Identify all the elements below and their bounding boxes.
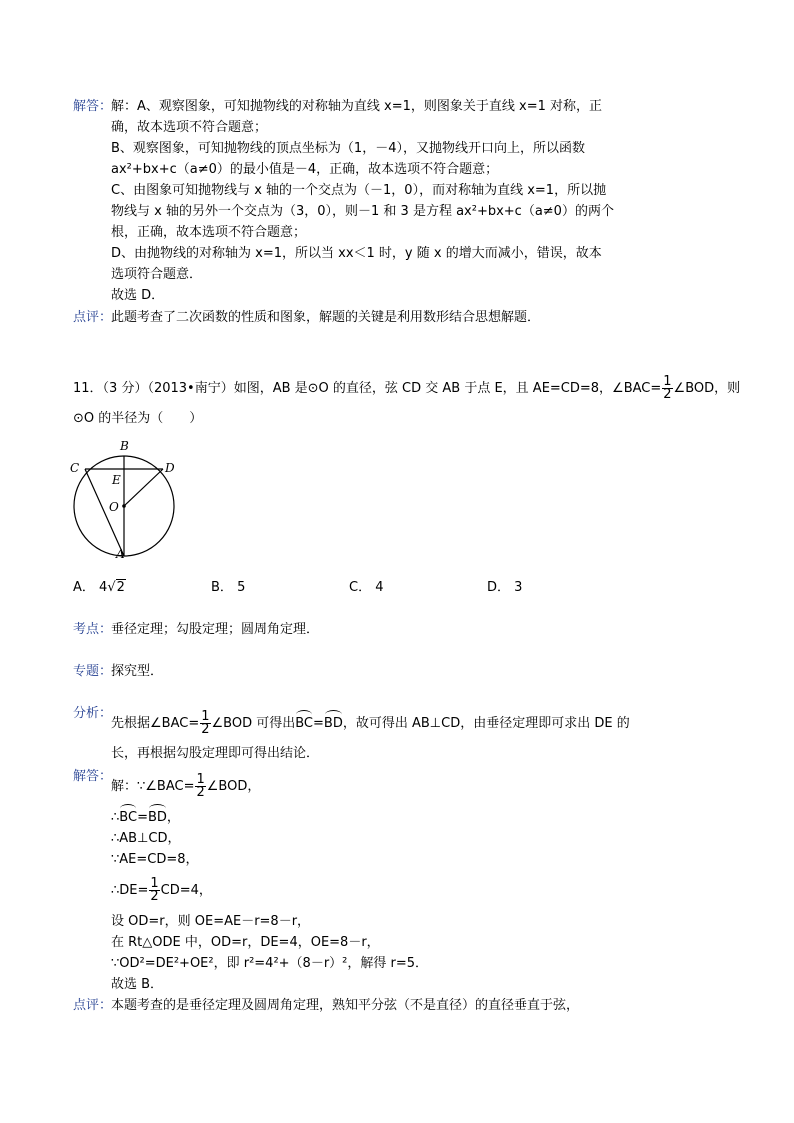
zhuanti-text: 探究型． [111,664,164,679]
option-c[interactable]: C． 4 [349,580,384,595]
prev-solution-label: 解答： [73,99,113,114]
arc-bd: BD [147,810,167,825]
prev-solution-line: ax²+bx+c（a≠0）的最小值是－4，正确，故本选项不符合题意； [111,162,499,177]
solution-line: ∴DE= $\frac{1}{2}$ CD=4， [111,876,212,904]
prev-solution-line: 选项符合题意． [111,267,203,282]
prev-solution-line: B、观察图象，可知抛物线的顶点坐标为（1，－4），又抛物线开口向上，所以函数 [111,141,585,156]
label-c: C [70,461,80,475]
prev-solution-line: 物线与 x 轴的另外一个交点为（3，0），则－1 和 3 是方程 ax²+bx+c（a≠0）的两个 [111,204,614,219]
arc-bc: BC [295,716,314,731]
zhuanti-label: 专题： [73,664,113,679]
prev-comment-text: 此题考查了二次函数的性质和图象，解题的关键是利用数形结合思想解题． [111,310,541,325]
prev-solution-line: 根，正确，故本选项不符合题意； [111,225,307,240]
fenxi-label: 分析： [73,706,113,721]
label-o: O [109,500,119,514]
solution-line: 解：∵∠BAC= $\frac{1}{2}$ ∠BOD， [111,772,261,800]
label-b: B [120,439,129,453]
prev-solution-line: C、由图象可知抛物线与 x 轴的一个交点为（－1，0），而对称轴为直线 x=1，所以抛 [111,183,607,198]
fraction: $\frac{1}{2}$ [201,709,210,737]
center-point [122,504,126,508]
kaodian-text: 垂径定理；勾股定理；圆周角定理． [111,622,320,637]
comment-text: 本题考查的是垂径定理及圆周角定理，熟知平分弦（不是直径）的直径垂直于弦， [111,998,580,1013]
solution-line: 设 OD=r，则 OE=AE－r=8－r， [111,914,311,929]
prev-solution-line: 解：A、观察图象，可知抛物线的对称轴为直线 x=1，则图象关于直线 x=1 对称，正 [111,99,603,114]
fenxi-line1: 先根据∠BAC= $\frac{1}{2}$ ∠BOD 可得出BC=BD，故可得出 AB⊥CD，由垂径定理即可求出 DE 的 [111,709,630,737]
label-d: D [165,461,175,475]
solution-line: ∴BC=BD， [111,810,180,825]
radius-od [124,469,163,506]
solution-label: 解答： [73,769,113,784]
label-e: E [112,473,121,487]
solution-line: 故选 B． [111,977,164,992]
prev-comment-label: 点评： [73,310,113,325]
solution-line: ∵OD²=DE²+OE²，即 r²=4²+（8－r）²，解得 r=5． [111,956,429,971]
solution-line: 在 Rt△ODE 中，OD=r，DE=4，OE=8－r， [111,935,380,950]
solution-line: ∵AE=CD=8， [111,852,199,867]
option-a[interactable]: A． 4√2 [73,580,125,595]
fenxi-line2: 长，再根据勾股定理即可得出结论． [111,746,320,761]
comment-label: 点评： [73,998,113,1013]
option-d[interactable]: D． 3 [487,580,523,595]
prev-solution-line: D、由抛物线的对称轴为 x=1，所以当 xx＜1 时，y 随 x 的增大而减小，错误，故本 [111,246,602,261]
circle-figure [64,434,184,558]
kaodian-label: 考点： [73,622,113,637]
fraction: $\frac{1}{2}$ [150,876,159,904]
arc-bd: BD [323,716,343,731]
solution-line: ∴AB⊥CD， [111,831,181,846]
fraction: $\frac{1}{2}$ [663,374,672,402]
question-stem: 11．（3 分）（2013•南宁）如图，AB 是⊙O 的直径，弦 CD 交 AB 于点 E，且 AE=CD=8，∠BAC= $\frac{1}{2}$ ∠BOD，则 [73,374,741,402]
fraction: $\frac{1}{2}$ [196,772,205,800]
arc-bc: BC [119,810,138,825]
prev-solution-line: 确，故本选项不符合题意； [111,120,268,135]
label-a: A [116,547,125,558]
prev-solution-line: 故选 D． [111,288,165,303]
question-stem-line2: ⊙O 的半径为（ ） [73,411,203,426]
option-b[interactable]: B． 5 [211,580,246,595]
